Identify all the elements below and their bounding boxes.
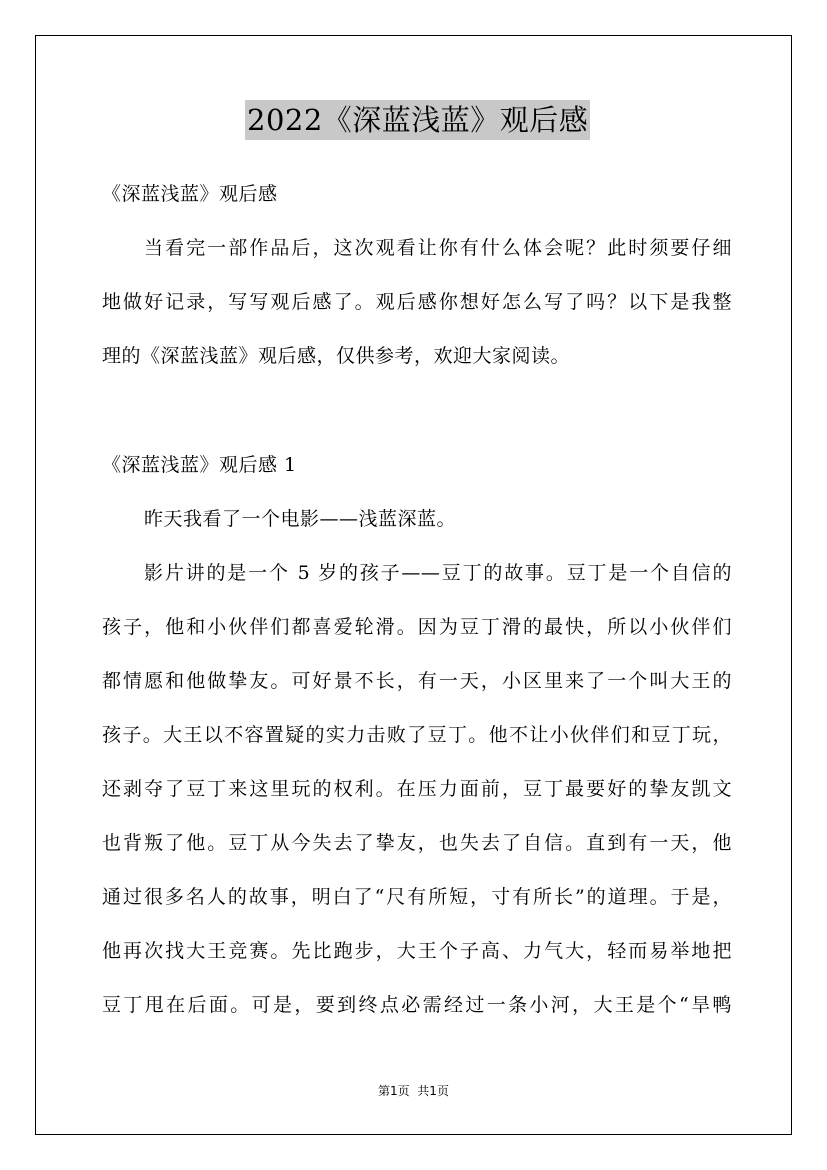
document-title: 2022《深蓝浅蓝》观后感: [245, 100, 590, 140]
intro-line-2: 地做好记录，写写观后感了。观后感你想好怎么写了吗？以下是我整: [102, 291, 732, 313]
body-line: 都情愿和他做挚友。可好景不长，有一天，小区里来了一个叫大王的: [102, 670, 732, 692]
body-line: 影片讲的是一个 5 岁的孩子——豆丁的故事。豆丁是一个自信的: [144, 562, 732, 584]
body-line: 孩子。大王以不容置疑的实力击败了豆丁。他不让小伙伴们和豆丁玩，: [102, 724, 732, 746]
intro-line-3: 理的《深蓝浅蓝》观后感，仅供参考，欢迎大家阅读。: [102, 345, 571, 367]
section-heading: 《深蓝浅蓝》观后感 1: [102, 454, 297, 476]
body-line: 豆丁甩在后面。可是，要到终点必需经过一条小河，大王是个“旱鸭: [102, 994, 732, 1016]
document-subtitle: 《深蓝浅蓝》观后感: [102, 183, 278, 205]
body-line: 通过很多名人的故事，明白了“尺有所短，寸有所长”的道理。于是，: [102, 886, 732, 908]
section-first-line: 昨天我看了一个电影——浅蓝深蓝。: [144, 508, 457, 530]
body-line: 他再次找大王竞赛。先比跑步，大王个子高、力气大，轻而易举地把: [102, 940, 732, 962]
body-line: 也背叛了他。豆丁从今失去了挚友，也失去了自信。直到有一天，他: [102, 832, 732, 854]
intro-line-1: 当看完一部作品后，这次观看让你有什么体会呢？此时须要仔细: [144, 237, 732, 259]
body-line: 孩子，他和小伙伴们都喜爱轮滑。因为豆丁滑的最快，所以小伙伴们: [102, 616, 732, 638]
page-number-footer: 第1页 共1页: [378, 1084, 449, 1098]
body-line: 还剥夺了豆丁来这里玩的权利。在压力面前，豆丁最要好的挚友凯文: [102, 778, 732, 800]
